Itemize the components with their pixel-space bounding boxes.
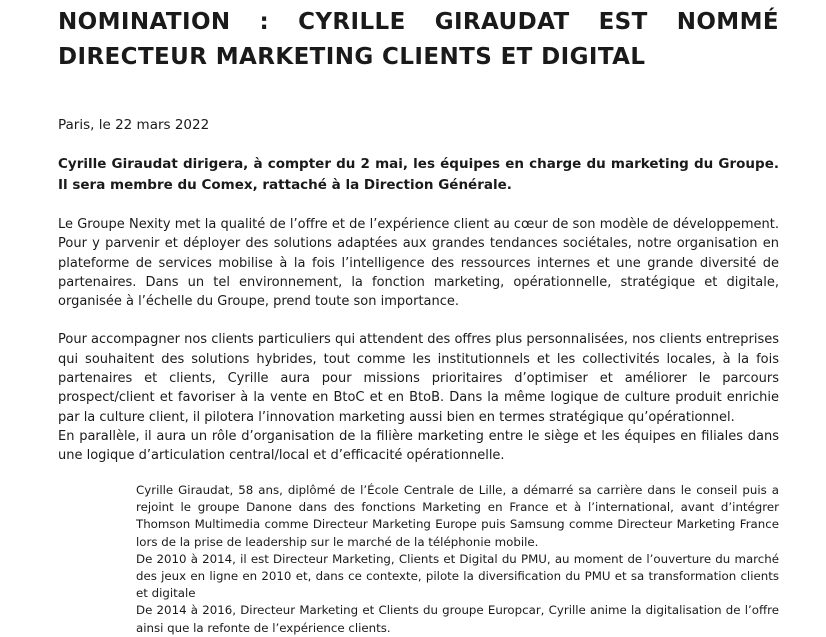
page-title: NOMINATION : CYRILLE GIRAUDAT EST NOMMÉ DIRECTEUR MARKETING CLIENTS ET DIGITAL	[58, 9, 779, 70]
body-paragraph: Le Groupe Nexity met la qualité de l’offre et de l’expérience client au cœur de son modèle de développement. Pour y parvenir et déployer des solutions adaptées aux grandes tendances sociétales, notre organisation en plateforme de services mobilise à la fois l’intelligence des ressources internes et une grande diversité de partenaires. Dans un tel environnement, la fonction marketing, opérationnelle, stratégique et digitale, organisée à l’échelle du Groupe, prend toute son importance.	[58, 217, 779, 310]
bio-paragraph: De 2014 à 2016, Directeur Marketing et Clients du groupe Europcar, Cyrille anime la digitalisation de l’offre ainsi que la refonte de l’expérience clients.	[136, 603, 779, 635]
bio-paragraph: De 2010 à 2014, il est Directeur Marketing, Clients et Digital du PMU, au moment de l’ouverture du marché des jeux en ligne en 2010 et, dans ce contexte, pilote la diversification du PMU et sa transformation clients et digitale	[136, 551, 779, 601]
biography-block	[136, 482, 779, 637]
body-paragraph: En parallèle, il aura un rôle d’organisation de la filière marketing entre le siège et les équipes en filiales dans une logique d’articulation central/local et d’efficacité opérationnelle.	[58, 428, 779, 464]
lead-paragraph: Cyrille Giraudat dirigera, à compter du 2 mai, les équipes en charge du marketing du Groupe. Il sera membre du Comex, rattaché à la Direction Générale.	[58, 156, 779, 193]
dateline: Paris, le 22 mars 2022	[58, 117, 210, 133]
bio-paragraph: Cyrille Giraudat, 58 ans, diplômé de l’École Centrale de Lille, a démarré sa carrière dans le conseil puis a rejoint le groupe Danone dans des fonctions Marketing en France et à l’international, avant d’intégrer Thomson Multimedia comme Directeur Marketing Europe puis Samsung comme Directeur Marketing France lors de la prise de leadership sur le marché de la téléphonie mobile.	[136, 483, 779, 549]
body-paragraph: Pour accompagner nos clients particuliers qui attendent des offres plus personnalisées, nos clients entreprises qui souhaitent des solutions hybrides, tout comme les institutionnels et les collectivités locales, à la fois partenaires et clients, Cyrille aura pour missions prioritaires d’optimiser et améliorer le parcours prospect/client et favoriser à la vente en BtoC et en BtoB. Dans la même logique de culture produit enrichie par la culture client, il pilotera l’innovation marketing aussi bien en termes stratégique qu’opérationnel.	[58, 332, 779, 425]
press-release	[58, 0, 779, 466]
